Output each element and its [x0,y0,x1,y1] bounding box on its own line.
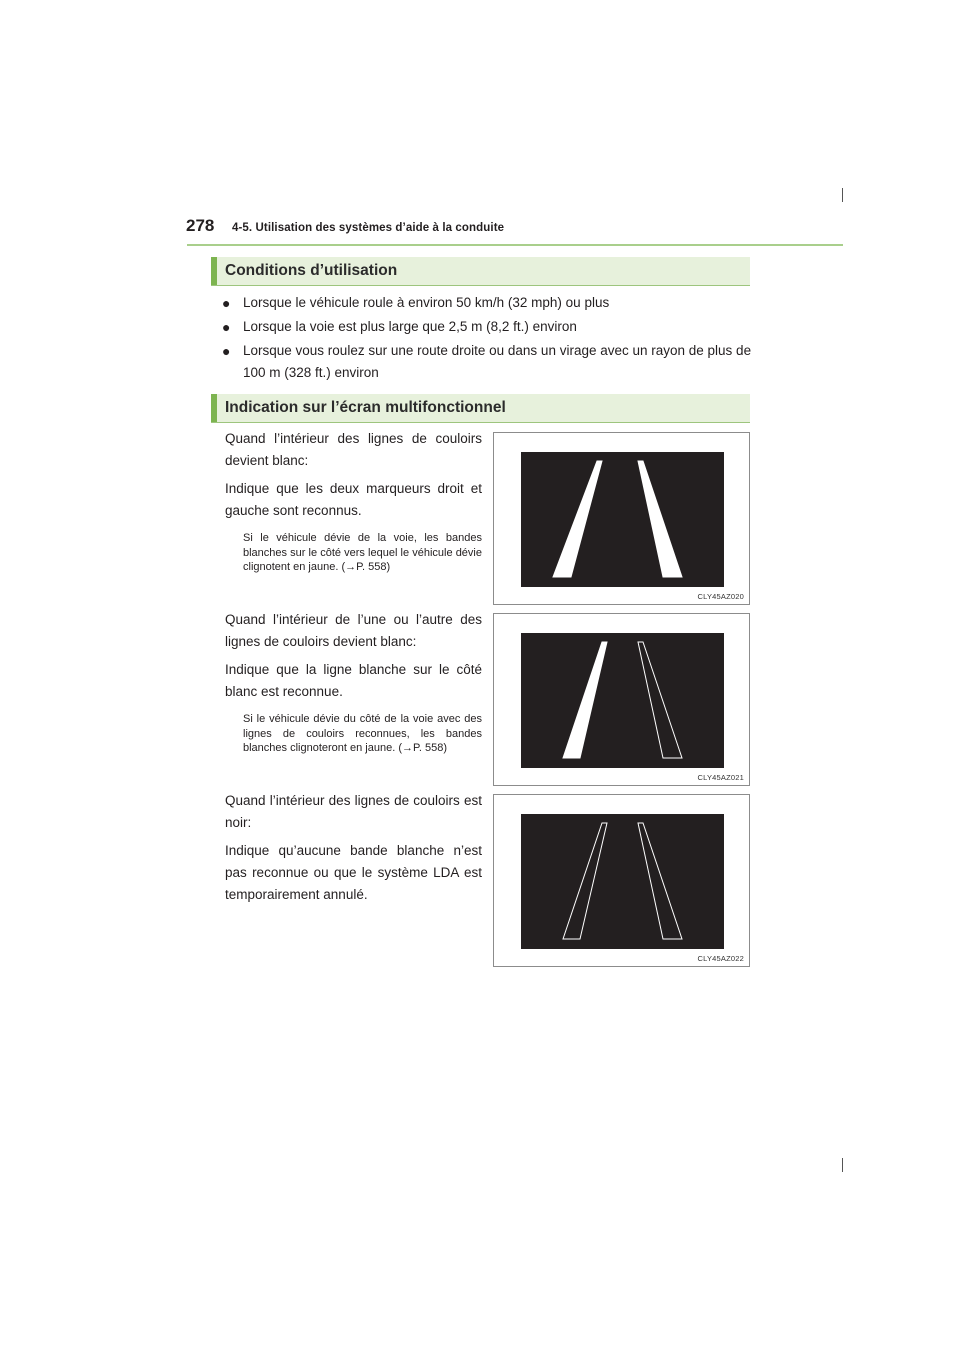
entry-1-condition: Quand l’intérieur des lignes de couloirs devient blanc: [225,431,482,468]
figure-no-lane-recognized [493,794,750,967]
running-header: 4-5. Utilisation des systèmes d’aide à la conduite [232,222,505,234]
conditions-heading-text: Conditions d’utilisation [225,262,398,279]
condition-text: Lorsque vous roulez sur une route droite ou dans un virage avec un rayon de plus de 100 m (328 ft.) environ [243,343,752,380]
heading-accent-bar [211,394,217,422]
entry-2-meaning: Indique que la ligne blanche sur le côté blanc est reconnue. [225,662,482,699]
heading-accent-bar [211,257,217,285]
crop-mark-top [842,188,843,202]
lane-lines-graphic [494,614,751,787]
right-lane-marker [638,461,682,577]
condition-text: Lorsque la voie est plus large que 2,5 m (8,2 ft.) environ [243,319,577,334]
left-lane-marker [563,642,607,758]
entry-1-meaning: Indique que les deux marqueurs droit et gauche sont reconnus. [225,481,482,518]
page-number: 278 [186,216,215,235]
figure-both-lanes-recognized [493,432,750,605]
figure-code: CLY45AZ022 [697,954,744,963]
entry-2-condition: Quand l’intérieur de l’une ou l’autre des lignes de couloirs devient blanc: [225,612,482,649]
entry-2-note: Si le véhicule dévie du côté de la voie avec des lignes de couloirs reconnues, les bandes blanches clignoteront en jaune. (→P. 558) [243,713,482,754]
figure-code: CLY45AZ020 [697,592,744,601]
bullet-icon: ● [222,295,231,311]
figure-one-lane-recognized [493,613,750,786]
condition-item-curve-radius [222,340,754,384]
left-lane-marker [553,461,602,577]
bullet-icon: ● [222,343,231,359]
bullet-icon: ● [222,319,231,335]
entry-3-condition: Quand l’intérieur des lignes de couloirs est noir: [225,793,482,830]
right-lane-marker-outline [638,823,682,939]
condition-item-speed [222,292,754,314]
left-lane-marker-outline [563,823,607,939]
entry-1-note: Si le véhicule dévie de la voie, les bandes blanches sur le côté vers lequel le véhicule dévie clignotent en jaune. (→P. 558) [243,532,482,573]
crop-mark-bottom [842,1158,843,1172]
condition-text: Lorsque le véhicule roule à environ 50 km/h (32 mph) ou plus [243,295,610,310]
figure-code: CLY45AZ021 [697,773,744,782]
display-heading [211,394,750,423]
condition-item-lane-width [222,316,754,338]
lane-lines-graphic [494,795,751,968]
entry-3-meaning: Indique qu’aucune bande blanche n’est pas reconnue ou que le système LDA est temporairement annulé. [225,843,482,902]
header-rule [187,244,843,246]
lane-lines-graphic [494,433,751,606]
conditions-heading [211,257,750,286]
display-heading-text: Indication sur l’écran multifonctionnel [225,399,506,416]
right-lane-marker-outline [638,642,682,758]
